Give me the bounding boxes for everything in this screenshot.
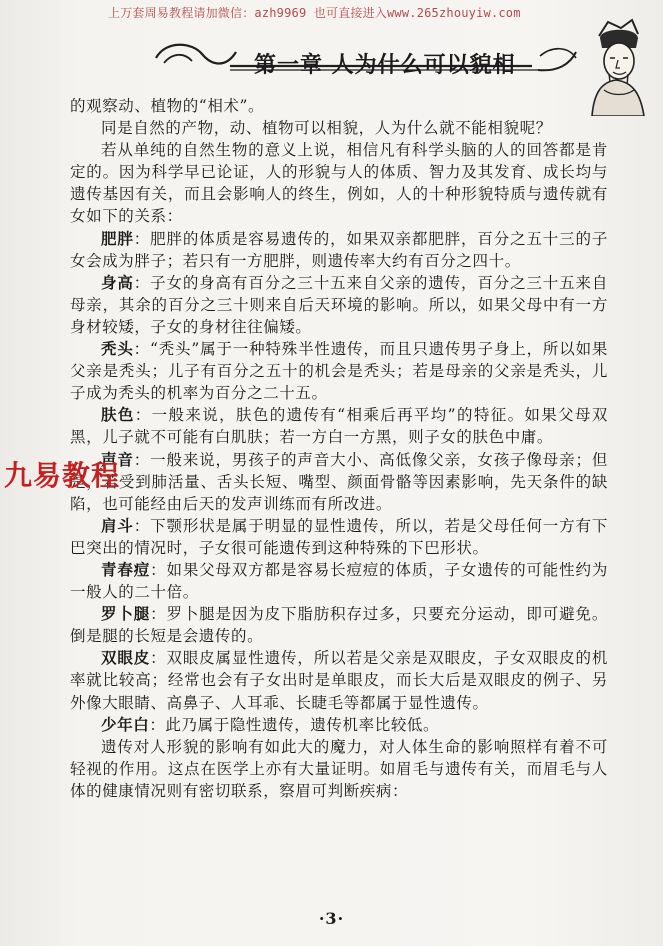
trait-item-legs <box>70 603 608 647</box>
trait-text-baldness: ：“秃头”属于一种特殊半性遗传，而且只遗传男子身上，所以如果父亲是秃头；儿子有百分之五十的机会是秃头；若是母亲的父亲是秃头，儿子成为秃头的机率为百分之二十五。 <box>70 340 608 403</box>
paragraph-question: 同是自然的产物，动、植物可以相貌，人为什么就不能相貌呢？ <box>101 119 552 138</box>
trait-text-acne: ：如果父母双方都是容易长痘痘的体质，子女遗传的可能性约为一般人的二十倍。 <box>70 560 608 602</box>
trait-term-skin-color: 肤色 <box>101 405 135 425</box>
trait-text-voice: ：一般来说，男孩子的声音大小、高低像父亲，女孩子像母亲；但是，若受到肺活量、舌头长短、嘴型、颜面骨骼等因素影响，先天条件的缺陷，也可能经由后天的发声训练而有所改进。 <box>70 450 609 513</box>
trait-term-voice: 声音 <box>101 449 134 469</box>
trait-term-chin: 肩斗 <box>101 515 134 535</box>
trait-text-skin-color: ：一般来说，肤色的遗传有“相乘后再平均”的特征。如果父母双黑，儿子就不可能有白肌肤；若一方白一方黑，则子女的肤色中庸。 <box>70 406 609 447</box>
trait-term-legs: 罗卜腿 <box>101 604 151 624</box>
trait-text-legs: ：罗卜腿是因为皮下脂肪积存过多，只要充分运动，即可避免。倒是腿的长短是会遗传的。 <box>70 605 608 646</box>
trait-item-fat <box>70 228 608 272</box>
watermark-top-note: 上万套周易教程请加微信：azh9969 也可直接进入www.265zhouyiw.com <box>108 6 521 20</box>
trait-text-chin: ：下颚形状是属于明显的显性遗传，所以，若是父母任何一方有下巴突出的情况时，子女很可能遗传到这种特殊的下巴形状。 <box>70 516 609 557</box>
main-content <box>70 95 608 802</box>
trait-term-premature-gray: 少年白 <box>101 714 150 734</box>
paragraph-intro-fragment: 的观察动、植物的“相术”。 <box>70 97 265 115</box>
trait-item-premature-gray <box>70 714 608 736</box>
red-watermark-logo: 九易教程 <box>4 459 121 492</box>
trait-item-voice <box>70 449 608 515</box>
trait-text-double-eyelid: ：双眼皮属显性遗传，所以若是父亲是双眼皮，子女双眼皮的机率就比较高；经常也会有子女出时是单眼皮，而长大后是双眼皮的例子、另外像大眼睛、高鼻子、人耳乖、长睫毛等都属于显性遗传。 <box>70 649 608 712</box>
trait-term-baldness: 秃头 <box>101 339 134 359</box>
trait-item-height <box>70 272 608 338</box>
trait-item-baldness <box>70 338 608 404</box>
trait-item-chin <box>70 515 608 559</box>
trait-item-skin-color <box>70 404 608 448</box>
paragraph-explanation: 若从单纯的自然生物的意义上说，相信凡有科学头脑的人的回答都是肯定的。因为科学早已论证，人的形貌与人的体质、智力及其发育、成长均与遗传基因有关，而且会影响人的终生，例如，人的十种形貌特质与遗传就有女如下的关系： <box>70 141 608 226</box>
trait-text-height: ：子女的身高有百分之三十五来自父亲的遗传，百分之三十五来自母亲，其余的百分之三十则来自后天环境的影响。所以，如果父母中有一方身材较矮，子女的身材往往偏矮。 <box>70 273 609 336</box>
chapter-title: 第一章 人为什么可以貌相 <box>254 52 516 78</box>
trait-text-premature-gray: ：此乃属于隐性遗传，遗传机率比较低。 <box>149 715 440 734</box>
paragraph-closing: 遗传对人形貌的影响有如此大的魔力，对人体生命的影响照样有着不可轻视的作用。这点在医学上亦有大量证明。如眉毛与遗传有关，而眉毛与人体的健康情况则有密切联系，察眉可判断疾病： <box>70 737 608 800</box>
trait-term-acne: 青春痘 <box>101 559 151 579</box>
trait-term-double-eyelid: 双眼皮 <box>101 648 151 668</box>
trait-term-height: 身高 <box>101 272 134 292</box>
trait-text-fat: ：肥胖的体质是容易遗传的，如果双亲都肥胖，百分之五十三的子女会成为胖子；若只有一方肥胖，则遗传率大约有百分之四十。 <box>70 229 609 270</box>
trait-term-fat: 肥胖 <box>101 228 134 248</box>
page-number: ·3· <box>318 909 345 928</box>
trait-item-double-eyelid <box>70 647 608 713</box>
trait-item-acne <box>70 559 608 603</box>
